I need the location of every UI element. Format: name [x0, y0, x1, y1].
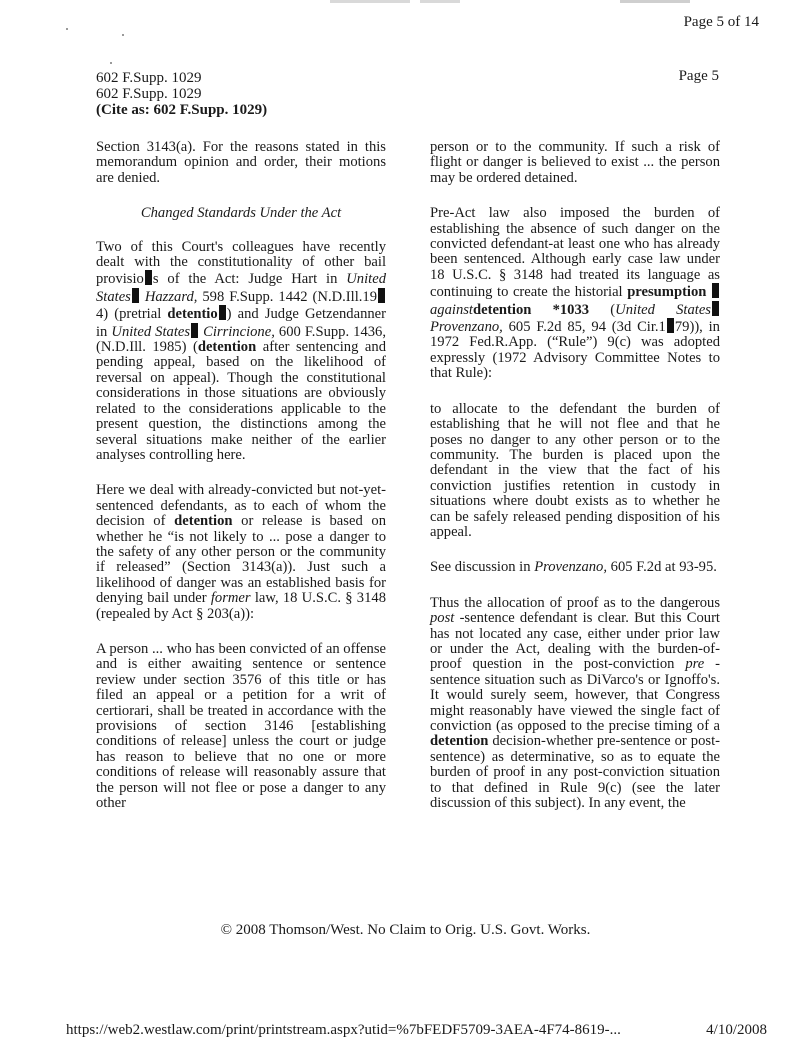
copyright-notice: © 2008 Thomson/West. No Claim to Orig. U.S. Govt. Works.: [220, 922, 591, 938]
search-term-highlight: detention: [430, 733, 489, 750]
search-term-highlight: detention *1033: [472, 301, 590, 318]
redaction-mark: [712, 301, 719, 316]
block-quote: person or to the community. If such a risk of flight or danger is believed to exist ... the person may be ordered detained.: [430, 139, 720, 186]
citation-line: 602 F.Supp. 1029: [96, 70, 202, 86]
cite-as-line: (Cite as: 602 F.Supp. 1029): [96, 102, 268, 118]
citation-line: 602 F.Supp. 1029: [96, 86, 202, 102]
redaction-mark: [219, 305, 226, 320]
paragraph: See discussion in Provenzano, 605 F.2d at 93-95.: [430, 559, 717, 576]
redaction-mark: [667, 318, 674, 333]
paragraph: Here we deal with already-convicted but not-yet-sentenced defendants, as to each of whom the decision of detention or release is based on whether he “is not likely to ... pose a danger to the safety of any other person or the community if released” (Section 3143(a)). Just such a likelihood of danger was an established basis for denying bail under former law, 18 U.S.C. § 3148 (repealed by Act § 203(a)):: [96, 482, 386, 622]
redaction-mark: [132, 288, 139, 303]
page-number: Page 5 of 14: [683, 14, 759, 30]
block-quote: to allocate to the defendant the burden of establishing that he will not flee and that he poses no danger to any other person or to the community. The burden is placed upon the defendant in the view that the fact of his conviction justifies retention in custody in situations where doubt exists as to whether he can be safely released pending disposition of his appeal.: [430, 400, 720, 540]
case-name: Provenzano,: [534, 559, 608, 576]
print-date: 4/10/2008: [706, 1022, 767, 1038]
block-quote: A person ... who has been convicted of an offense and is either awaiting sentence or sentence review under section 3576 of this title or has filed an appeal or a petition for a writ of certiorari, shall be treated in accordance with the provisions of section 3146 [establishing conditions of release] unless the court or judge has reason to believe that no one or more conditions of release will reasonably assure that the person will not flee or pose a danger to any other: [96, 640, 386, 812]
redaction-mark: [378, 288, 385, 303]
page-label-right: Page 5: [678, 68, 719, 84]
paragraph: Section 3143(a). For the reasons stated in this memorandum opinion and order, their motions are denied.: [96, 139, 386, 186]
section-heading: Changed Standards Under the Act: [140, 205, 342, 222]
search-term-highlight: detention: [197, 339, 257, 356]
scan-artifact: [420, 0, 460, 3]
search-term-highlight: detentio: [167, 306, 218, 323]
scan-speck: [66, 28, 68, 30]
scan-artifact: [330, 0, 410, 3]
scan-artifact: [620, 0, 690, 3]
paragraph: Two of this Court's colleagues have recently dealt with the constitutionality of other bail provisio s of the Act: Judge Hart in United States Hazzard, 598 F.Supp. 1442 (N.D.Ill.194) (pretrial detentio ) and Judge Getzendanner in United States Cirrincione, 600 F.Supp. 1436, (N.D.Ill. 1985) (detention after sentencing and pending appeal, based on the likelihood of reversal on appeal). Though the constitutional considerations in those situations are obviously related to the considerations applicable to the present question, the distinctions among the several situations make neither of the earlier analyses controlling here.: [96, 238, 387, 463]
scan-speck: [110, 62, 112, 64]
left-column: [96, 140, 386, 831]
redaction-mark: [191, 323, 198, 338]
redaction-mark: [712, 283, 719, 298]
scan-speck: [122, 34, 124, 36]
case-name: United States: [615, 301, 711, 318]
search-term-highlight: presumption: [627, 284, 707, 301]
redaction-mark: [145, 270, 152, 285]
paragraph: Thus the allocation of proof as to the dangerous post -sentence defendant is clear. But this Court has not located any case, either under prior law or under the Act, dealing with the burden-of-proof question in the post-conviction pre -sentence situation such as DiVarco's or Ignoffo's. It would surely seem, however, that Congress might reasonably have viewed the single fact of conviction (as opposed to the precise timing of a detention decision-whether pre-sentence or post-sentence) as determinative, so as to equate the burden of proof in any post-conviction situation to that defined in Rule 9(c) (see the later discussion of this subject). In any event, the: [430, 594, 721, 812]
case-name: United States: [96, 271, 386, 305]
source-url: https://web2.westlaw.com/print/printstream.aspx?utid=%7bFEDF5709-3AEA-4F74-8619-...: [66, 1022, 621, 1038]
search-term-highlight: detention: [174, 513, 233, 530]
right-column: [430, 140, 720, 831]
case-name: United States: [111, 323, 191, 340]
paragraph: Pre-Act law also imposed the burden of establishing the absence of such danger on the convicted defendant-at least one who has already been sentenced. Although early case law under 18 U.S.C. § 3148 had treated its language as continuing to create the historial presumption againstdetention *1033 (United States Provenzano, 605 F.2d 85, 94 (3d Cir.1 79)), in 1972 Fed.R.App. (“Rule”) 9(c) was adopted expressly (1972 Advisory Committee Notes to that Rule):: [430, 205, 720, 382]
